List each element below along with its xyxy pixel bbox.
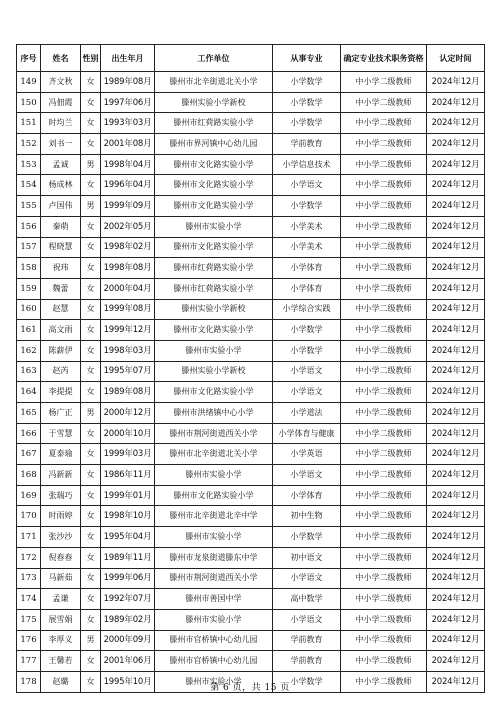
work-unit-cell: 滕州市文化路实验小学	[155, 320, 273, 341]
page-footer: 第 6 页，共 15 页	[210, 683, 290, 693]
serial-number-cell: 163	[17, 361, 41, 382]
birth-date-cell: 1996年04月	[101, 175, 155, 196]
serial-number-cell: 162	[17, 340, 41, 361]
qualification-cell: 中小学二级教师	[341, 258, 427, 279]
certification-date-cell: 2024年12月	[427, 340, 485, 361]
work-unit-cell: 滕州市官桥镇中心幼儿园	[155, 651, 273, 672]
qualification-cell: 中小学二级教师	[341, 216, 427, 237]
birth-date-cell: 1989年08月	[101, 72, 155, 93]
certification-date-cell: 2024年12月	[427, 72, 485, 93]
serial-number-cell: 160	[17, 299, 41, 320]
certification-date-cell: 2024年12月	[427, 609, 485, 630]
work-unit-cell: 滕州市荆河街道西关小学	[155, 568, 273, 589]
birth-date-cell: 2000年10月	[101, 423, 155, 444]
serial-number-cell: 152	[17, 134, 41, 155]
gender-cell: 女	[81, 175, 101, 196]
work-unit-cell: 滕州市红荷路实验小学	[155, 258, 273, 279]
certification-date-cell: 2024年12月	[427, 278, 485, 299]
column-header: 确定专业技术职务资格	[341, 45, 427, 72]
birth-date-cell: 2000年04月	[101, 278, 155, 299]
serial-number-cell: 154	[17, 175, 41, 196]
qualification-cell: 中小学二级教师	[341, 237, 427, 258]
birth-date-cell: 1989年11月	[101, 547, 155, 568]
qualification-cell: 中小学二级教师	[341, 485, 427, 506]
birth-date-cell: 1999年01月	[101, 485, 155, 506]
serial-number-cell: 155	[17, 196, 41, 217]
column-header: 序号	[17, 45, 41, 72]
certification-date-cell: 2024年12月	[427, 134, 485, 155]
qualification-cell: 中小学二级教师	[341, 92, 427, 113]
work-unit-cell: 滕州实验小学新校	[155, 92, 273, 113]
certification-date-cell: 2024年12月	[427, 382, 485, 403]
work-unit-cell: 滕州市实验小学	[155, 216, 273, 237]
table-row	[17, 630, 485, 651]
qualification-cell: 中小学二级教师	[341, 299, 427, 320]
certification-date-cell: 2024年12月	[427, 258, 485, 279]
certification-date-cell: 2024年12月	[427, 216, 485, 237]
serial-number-cell: 178	[17, 671, 41, 692]
table-row	[17, 258, 485, 279]
certification-date-cell: 2024年12月	[427, 423, 485, 444]
table-row	[17, 382, 485, 403]
gender-cell: 女	[81, 237, 101, 258]
table-header-row	[17, 45, 485, 72]
gender-cell: 女	[81, 527, 101, 548]
work-unit-cell: 滕州市实验小学	[155, 671, 273, 692]
column-header: 从事专业	[273, 45, 341, 72]
table-row	[17, 485, 485, 506]
serial-number-cell: 159	[17, 278, 41, 299]
table-row	[17, 568, 485, 589]
birth-date-cell: 2001年08月	[101, 134, 155, 155]
qualification-cell: 中小学二级教师	[341, 671, 427, 692]
serial-number-cell: 172	[17, 547, 41, 568]
name-cell: 李提提	[41, 382, 81, 403]
table-row	[17, 527, 485, 548]
birth-date-cell: 1998年08月	[101, 258, 155, 279]
specialty-cell: 小学体育	[273, 485, 341, 506]
qualification-cell: 中小学二级教师	[341, 113, 427, 134]
birth-date-cell: 1999年03月	[101, 444, 155, 465]
work-unit-cell: 滕州市文化路实验小学	[155, 154, 273, 175]
work-unit-cell: 滕州市北辛街道北关小学	[155, 444, 273, 465]
qualification-cell: 中小学二级教师	[341, 589, 427, 610]
name-cell: 展雪娟	[41, 609, 81, 630]
table-row	[17, 216, 485, 237]
serial-number-cell: 165	[17, 403, 41, 424]
specialty-cell: 小学语文	[273, 609, 341, 630]
table-row	[17, 340, 485, 361]
serial-number-cell: 164	[17, 382, 41, 403]
serial-number-cell: 174	[17, 589, 41, 610]
gender-cell: 女	[81, 92, 101, 113]
specialty-cell: 学前教育	[273, 134, 341, 155]
gender-cell: 女	[81, 72, 101, 93]
work-unit-cell: 滕州市文化路实验小学	[155, 382, 273, 403]
certification-date-cell: 2024年12月	[427, 237, 485, 258]
serial-number-cell: 149	[17, 72, 41, 93]
name-cell: 程晓慧	[41, 237, 81, 258]
specialty-cell: 小学美术	[273, 237, 341, 258]
work-unit-cell: 滕州实验小学新校	[155, 361, 273, 382]
specialty-cell: 小学语文	[273, 175, 341, 196]
name-cell: 赵芮	[41, 361, 81, 382]
qualification-cell: 中小学二级教师	[341, 403, 427, 424]
table-row	[17, 506, 485, 527]
certification-date-cell: 2024年12月	[427, 568, 485, 589]
name-cell: 秦萌	[41, 216, 81, 237]
birth-date-cell: 1999年06月	[101, 568, 155, 589]
work-unit-cell: 滕州实验小学新校	[155, 299, 273, 320]
serial-number-cell: 167	[17, 444, 41, 465]
gender-cell: 女	[81, 671, 101, 692]
column-header: 姓名	[41, 45, 81, 72]
qualification-cell: 中小学二级教师	[341, 527, 427, 548]
table-row	[17, 72, 485, 93]
birth-date-cell: 1995年04月	[101, 527, 155, 548]
gender-cell: 女	[81, 320, 101, 341]
certification-date-cell: 2024年12月	[427, 485, 485, 506]
specialty-cell: 小学信息技术	[273, 154, 341, 175]
specialty-cell: 小学数学	[273, 340, 341, 361]
column-header: 性别	[81, 45, 101, 72]
specialty-cell: 高中数学	[273, 589, 341, 610]
serial-number-cell: 171	[17, 527, 41, 548]
certification-date-cell: 2024年12月	[427, 299, 485, 320]
table-row	[17, 403, 485, 424]
work-unit-cell: 滕州市界河镇中心幼儿园	[155, 134, 273, 155]
qualification-cell: 中小学二级教师	[341, 609, 427, 630]
specialty-cell: 小学数学	[273, 196, 341, 217]
work-unit-cell: 滕州市北辛街道北辛中学	[155, 506, 273, 527]
qualification-cell: 中小学二级教师	[341, 72, 427, 93]
specialty-cell: 小学语文	[273, 465, 341, 486]
gender-cell: 女	[81, 382, 101, 403]
work-unit-cell: 滕州市龙泉街道滕东中学	[155, 547, 273, 568]
gender-cell: 女	[81, 361, 101, 382]
birth-date-cell: 2001年06月	[101, 651, 155, 672]
name-cell: 于雪慧	[41, 423, 81, 444]
serial-number-cell: 156	[17, 216, 41, 237]
work-unit-cell: 滕州市文化路实验小学	[155, 175, 273, 196]
table-row	[17, 609, 485, 630]
qualification-cell: 中小学二级教师	[341, 630, 427, 651]
qualification-cell: 中小学二级教师	[341, 134, 427, 155]
serial-number-cell: 176	[17, 630, 41, 651]
name-cell: 魏蕾	[41, 278, 81, 299]
birth-date-cell: 2000年12月	[101, 403, 155, 424]
gender-cell: 男	[81, 196, 101, 217]
table-row	[17, 589, 485, 610]
qualification-cell: 中小学二级教师	[341, 651, 427, 672]
gender-cell: 女	[81, 589, 101, 610]
specialty-cell: 小学美术	[273, 216, 341, 237]
qualification-cell: 中小学二级教师	[341, 423, 427, 444]
gender-cell: 女	[81, 506, 101, 527]
name-cell: 陈薪伊	[41, 340, 81, 361]
qualification-cell: 中小学二级教师	[341, 382, 427, 403]
serial-number-cell: 153	[17, 154, 41, 175]
table-row	[17, 278, 485, 299]
table-row	[17, 320, 485, 341]
table-body	[17, 72, 485, 693]
gender-cell: 女	[81, 216, 101, 237]
certification-date-cell: 2024年12月	[427, 175, 485, 196]
birth-date-cell: 1998年03月	[101, 340, 155, 361]
certification-date-cell: 2024年12月	[427, 92, 485, 113]
work-unit-cell: 滕州市北辛街道北关小学	[155, 72, 273, 93]
serial-number-cell: 173	[17, 568, 41, 589]
table-row	[17, 237, 485, 258]
certification-date-cell: 2024年12月	[427, 196, 485, 217]
gender-cell: 女	[81, 651, 101, 672]
gender-cell: 女	[81, 258, 101, 279]
work-unit-cell: 滕州市实验小学	[155, 340, 273, 361]
certification-date-cell: 2024年12月	[427, 589, 485, 610]
specialty-cell: 小学数学	[273, 527, 341, 548]
work-unit-cell: 滕州市红荷路实验小学	[155, 113, 273, 134]
table-row	[17, 92, 485, 113]
name-cell: 张沙沙	[41, 527, 81, 548]
qualification-cell: 中小学二级教师	[341, 278, 427, 299]
serial-number-cell: 166	[17, 423, 41, 444]
name-cell: 倪春春	[41, 547, 81, 568]
table-row	[17, 423, 485, 444]
qualification-cell: 中小学二级教师	[341, 568, 427, 589]
birth-date-cell: 1999年09月	[101, 196, 155, 217]
qualification-cell: 中小学二级教师	[341, 547, 427, 568]
birth-date-cell: 1993年03月	[101, 113, 155, 134]
certification-date-cell: 2024年12月	[427, 671, 485, 692]
birth-date-cell: 1995年10月	[101, 671, 155, 692]
gender-cell: 女	[81, 609, 101, 630]
qualification-cell: 中小学二级教师	[341, 465, 427, 486]
qualification-cell: 中小学二级教师	[341, 444, 427, 465]
certification-date-cell: 2024年12月	[427, 547, 485, 568]
birth-date-cell: 1998年10月	[101, 506, 155, 527]
specialty-cell: 小学体育	[273, 278, 341, 299]
gender-cell: 女	[81, 485, 101, 506]
certification-date-cell: 2024年12月	[427, 403, 485, 424]
name-cell: 高文雨	[41, 320, 81, 341]
certification-date-cell: 2024年12月	[427, 465, 485, 486]
birth-date-cell: 1998年02月	[101, 237, 155, 258]
gender-cell: 女	[81, 134, 101, 155]
specialty-cell: 小学语文	[273, 382, 341, 403]
serial-number-cell: 157	[17, 237, 41, 258]
qualification-cell: 中小学二级教师	[341, 196, 427, 217]
birth-date-cell: 1986年11月	[101, 465, 155, 486]
work-unit-cell: 滕州市实验小学	[155, 465, 273, 486]
certification-date-cell: 2024年12月	[427, 361, 485, 382]
certification-date-cell: 2024年12月	[427, 154, 485, 175]
certification-date-cell: 2024年12月	[427, 651, 485, 672]
birth-date-cell: 1999年12月	[101, 320, 155, 341]
specialty-cell: 小学语文	[273, 568, 341, 589]
work-unit-cell: 滕州市文化路实验小学	[155, 196, 273, 217]
table-row	[17, 154, 485, 175]
specialty-cell: 学前教育	[273, 651, 341, 672]
table-row	[17, 134, 485, 155]
name-cell: 冯佃霞	[41, 92, 81, 113]
serial-number-cell: 170	[17, 506, 41, 527]
specialty-cell: 小学综合实践	[273, 299, 341, 320]
table-row	[17, 299, 485, 320]
gender-cell: 男	[81, 630, 101, 651]
name-cell: 马新茹	[41, 568, 81, 589]
specialty-cell: 初中生物	[273, 506, 341, 527]
specialty-cell: 小学英语	[273, 444, 341, 465]
specialty-cell: 小学数学	[273, 72, 341, 93]
specialty-cell: 小学道法	[273, 403, 341, 424]
certification-date-cell: 2024年12月	[427, 113, 485, 134]
name-cell: 杨广正	[41, 403, 81, 424]
work-unit-cell: 滕州市红荷路实验小学	[155, 278, 273, 299]
name-cell: 王馨若	[41, 651, 81, 672]
gender-cell: 女	[81, 299, 101, 320]
name-cell: 齐文秋	[41, 72, 81, 93]
certification-table-container	[16, 44, 484, 693]
gender-cell: 女	[81, 465, 101, 486]
certification-date-cell: 2024年12月	[427, 320, 485, 341]
birth-date-cell: 1999年08月	[101, 299, 155, 320]
work-unit-cell: 滕州市实验小学	[155, 527, 273, 548]
gender-cell: 女	[81, 547, 101, 568]
gender-cell: 女	[81, 444, 101, 465]
specialty-cell: 学前教育	[273, 630, 341, 651]
column-header: 工作单位	[155, 45, 273, 72]
birth-date-cell: 1989年08月	[101, 382, 155, 403]
work-unit-cell: 滕州市洪绪镇中心小学	[155, 403, 273, 424]
table-row	[17, 196, 485, 217]
name-cell: 祝玮	[41, 258, 81, 279]
specialty-cell: 初中语文	[273, 547, 341, 568]
certification-date-cell: 2024年12月	[427, 630, 485, 651]
table-row	[17, 361, 485, 382]
qualification-cell: 中小学二级教师	[341, 361, 427, 382]
name-cell: 孟诚	[41, 154, 81, 175]
name-cell: 李厚义	[41, 630, 81, 651]
gender-cell: 女	[81, 278, 101, 299]
qualification-cell: 中小学二级教师	[341, 154, 427, 175]
qualification-cell: 中小学二级教师	[341, 506, 427, 527]
birth-date-cell: 1989年02月	[101, 609, 155, 630]
name-cell: 赵璐	[41, 671, 81, 692]
serial-number-cell: 169	[17, 485, 41, 506]
serial-number-cell: 177	[17, 651, 41, 672]
birth-date-cell: 1995年07月	[101, 361, 155, 382]
gender-cell: 女	[81, 568, 101, 589]
table-row	[17, 547, 485, 568]
birth-date-cell: 1998年04月	[101, 154, 155, 175]
name-cell: 卢国伟	[41, 196, 81, 217]
name-cell: 时雨婷	[41, 506, 81, 527]
specialty-cell: 小学体育	[273, 258, 341, 279]
work-unit-cell: 滕州市实验小学	[155, 609, 273, 630]
serial-number-cell: 158	[17, 258, 41, 279]
birth-date-cell: 2002年05月	[101, 216, 155, 237]
birth-date-cell: 2000年09月	[101, 630, 155, 651]
certification-table	[16, 44, 485, 693]
serial-number-cell: 151	[17, 113, 41, 134]
certification-date-cell: 2024年12月	[427, 506, 485, 527]
specialty-cell: 小学语文	[273, 361, 341, 382]
gender-cell: 女	[81, 340, 101, 361]
work-unit-cell: 滕州市官桥镇中心幼儿园	[155, 630, 273, 651]
name-cell: 刘书一	[41, 134, 81, 155]
qualification-cell: 中小学二级教师	[341, 175, 427, 196]
birth-date-cell: 1992年07月	[101, 589, 155, 610]
column-header: 认定时间	[427, 45, 485, 72]
column-header: 出生年月	[101, 45, 155, 72]
name-cell: 张瑞巧	[41, 485, 81, 506]
work-unit-cell: 滕州市文化路实验小学	[155, 485, 273, 506]
name-cell: 孟谦	[41, 589, 81, 610]
specialty-cell: 小学数学	[273, 113, 341, 134]
serial-number-cell: 175	[17, 609, 41, 630]
name-cell: 杨成林	[41, 175, 81, 196]
table-row	[17, 465, 485, 486]
qualification-cell: 中小学二级教师	[341, 340, 427, 361]
gender-cell: 男	[81, 154, 101, 175]
certification-date-cell: 2024年12月	[427, 527, 485, 548]
serial-number-cell: 150	[17, 92, 41, 113]
name-cell: 赵慧	[41, 299, 81, 320]
certification-date-cell: 2024年12月	[427, 444, 485, 465]
table-row	[17, 175, 485, 196]
name-cell: 时均兰	[41, 113, 81, 134]
serial-number-cell: 161	[17, 320, 41, 341]
table-row	[17, 444, 485, 465]
specialty-cell: 小学数学	[273, 671, 341, 692]
specialty-cell: 小学数学	[273, 92, 341, 113]
name-cell: 夏泰瑜	[41, 444, 81, 465]
qualification-cell: 中小学二级教师	[341, 320, 427, 341]
specialty-cell: 小学数学	[273, 320, 341, 341]
work-unit-cell: 滕州市文化路实验小学	[155, 237, 273, 258]
name-cell: 冯新新	[41, 465, 81, 486]
table-row	[17, 651, 485, 672]
specialty-cell: 小学体育与健康	[273, 423, 341, 444]
gender-cell: 女	[81, 113, 101, 134]
gender-cell: 女	[81, 423, 101, 444]
table-row	[17, 113, 485, 134]
serial-number-cell: 168	[17, 465, 41, 486]
work-unit-cell: 滕州市善国中学	[155, 589, 273, 610]
birth-date-cell: 1997年06月	[101, 92, 155, 113]
work-unit-cell: 滕州市荆河街道西关小学	[155, 423, 273, 444]
gender-cell: 男	[81, 403, 101, 424]
